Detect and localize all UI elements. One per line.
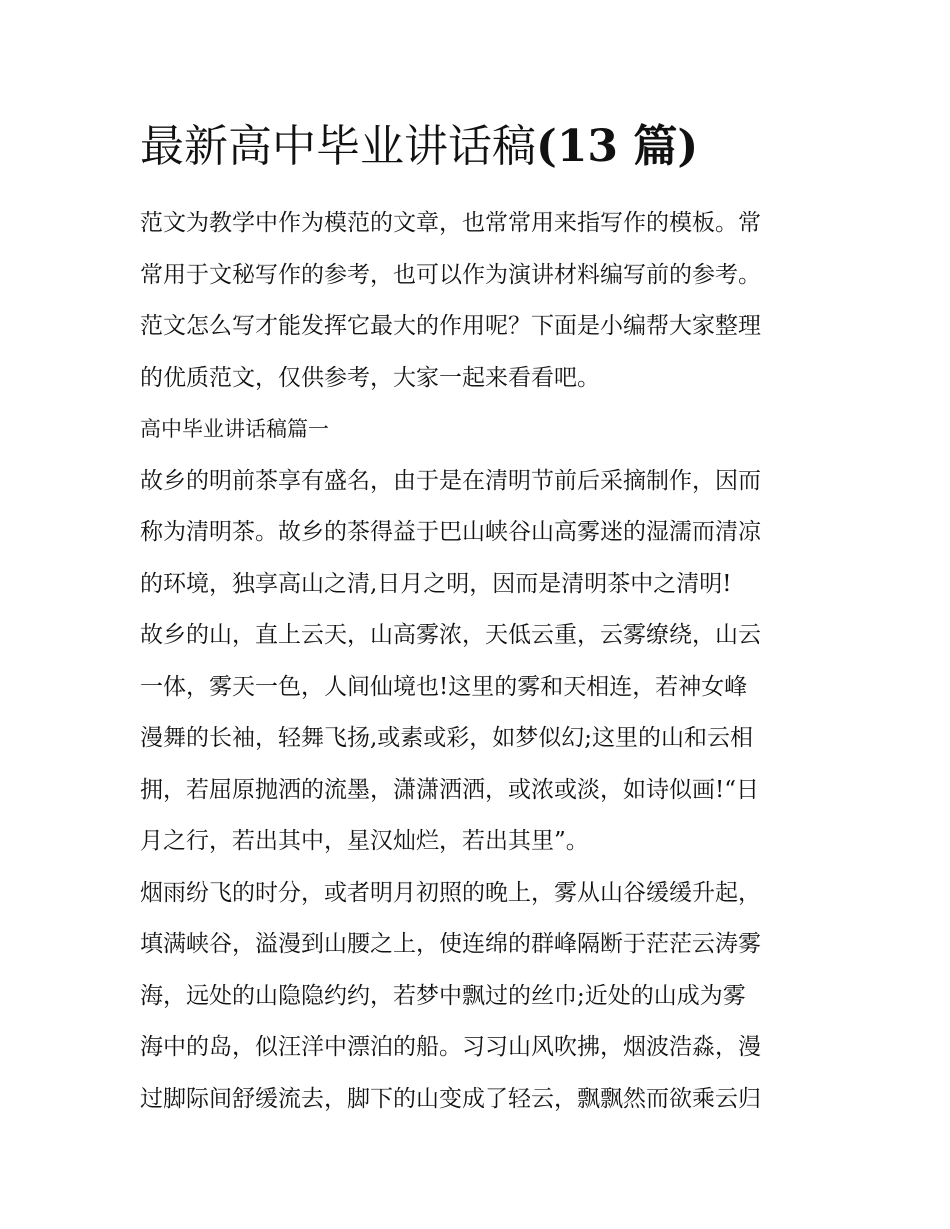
paragraph-line: 的优质范文，仅供参考，大家一起来看看吧。 bbox=[140, 364, 600, 391]
paragraph-line: 过脚际间舒缓流去，脚下的山变成了轻云，飘飘然而欲乘云归 bbox=[140, 1085, 761, 1112]
paragraph-line: 一体，雾天一色，人间仙境也!这里的雾和天相连，若神女峰 bbox=[140, 673, 748, 700]
paragraph-line: 月之行，若出其中，星汉灿烂，若出其里”。 bbox=[140, 828, 589, 854]
paragraph-line: 故乡的山，直上云天，山高雾浓，天低云重，云雾缭绕，山云 bbox=[140, 622, 761, 648]
paragraph-line: 称为清明茶。故乡的茶得益于巴山峡谷山高雾迷的湿濡而清凉 bbox=[140, 519, 761, 545]
paragraph-line: 故乡的明前茶享有盛名，由于是在清明节前后采摘制作，因而 bbox=[140, 467, 761, 494]
paragraph-line: 烟雨纷飞的时分，或者明月初照的晚上，雾从山谷缓缓升起， bbox=[140, 879, 761, 906]
paragraph-line: 漫舞的长袖，轻舞飞扬,或素或彩，如梦似幻;这里的山和云相 bbox=[140, 725, 754, 751]
paragraph-line: 的环境，独享高山之清,日月之明，因而是清明茶中之清明! bbox=[140, 570, 732, 597]
title-main: 最新高中毕业讲话稿 bbox=[140, 121, 536, 172]
paragraph-line: 填满峡谷，溢漫到山腰之上，使连绵的群峰隔断于茫茫云涛雾 bbox=[140, 931, 761, 957]
document-body bbox=[140, 198, 820, 1125]
paragraph-line: 拥，若屈原抛洒的流墨，潇潇洒洒，或浓或淡，如诗似画!“日 bbox=[140, 776, 760, 803]
paragraph-line: 海中的岛，似汪洋中漂泊的船。习习山风吹拂，烟波浩淼，漫 bbox=[140, 1034, 761, 1060]
section-heading: 高中毕业讲话稿篇一 bbox=[140, 417, 329, 441]
paragraph-line: 范文怎么写才能发挥它最大的作用呢？下面是小编帮大家整理 bbox=[140, 313, 761, 339]
paragraph-line: 范文为教学中作为模范的文章，也常常用来指写作的模板。常 bbox=[140, 210, 761, 236]
title-suffix: (13 篇) bbox=[536, 121, 699, 172]
page-title bbox=[140, 112, 840, 182]
paragraph-line: 常用于文秘写作的参考，也可以作为演讲材料编写前的参考。 bbox=[140, 261, 761, 288]
paragraph-line: 海，远处的山隐隐约约，若梦中飘过的丝巾;近处的山成为雾 bbox=[140, 982, 746, 1009]
